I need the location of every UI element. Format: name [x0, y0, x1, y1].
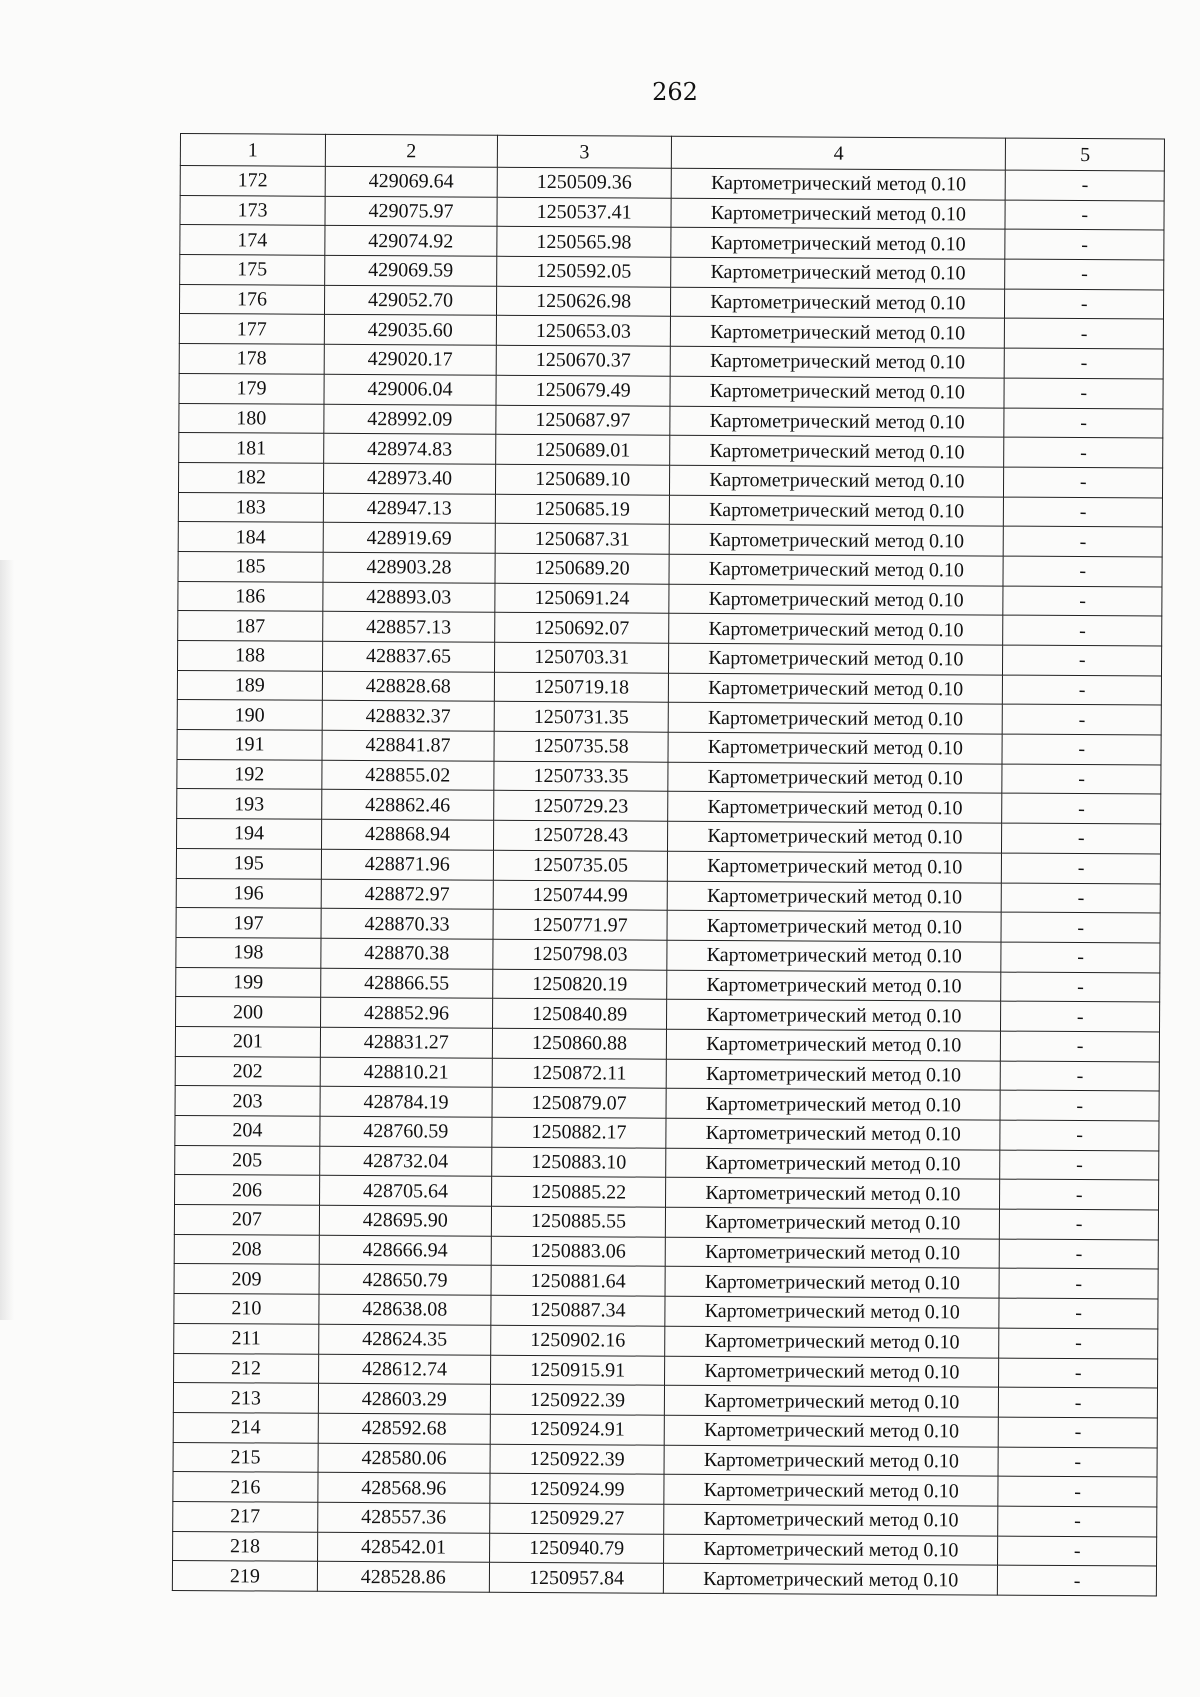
method-cell: Картометрический метод 0.10	[670, 435, 1004, 467]
point-number-cell: 181	[179, 433, 324, 463]
table-body	[172, 166, 1164, 1596]
point-number-cell: 188	[177, 640, 322, 670]
method-cell: Картометрический метод 0.10	[664, 1415, 998, 1447]
note-cell: -	[1004, 408, 1163, 439]
method-cell: Картометрический метод 0.10	[664, 1445, 998, 1477]
note-cell: -	[999, 1328, 1158, 1359]
method-cell: Картометрический метод 0.10	[669, 495, 1003, 527]
note-cell: -	[998, 1476, 1157, 1507]
x-coordinate-cell: 428831.27	[320, 1027, 492, 1058]
point-number-cell: 173	[180, 195, 325, 225]
method-cell: Картометрический метод 0.10	[665, 1237, 999, 1269]
note-cell: -	[1003, 675, 1162, 706]
y-coordinate-cell: 1250679.49	[496, 375, 670, 406]
x-coordinate-cell: 428695.90	[319, 1205, 491, 1236]
x-coordinate-cell: 429052.70	[324, 285, 496, 316]
y-coordinate-cell: 1250881.64	[491, 1266, 665, 1297]
y-coordinate-cell: 1250885.22	[491, 1177, 665, 1208]
note-cell: -	[1002, 794, 1161, 825]
point-number-cell: 205	[175, 1145, 320, 1175]
point-number-cell: 198	[176, 937, 321, 967]
point-number-cell: 200	[176, 997, 321, 1027]
method-cell: Картометрический метод 0.10	[667, 940, 1001, 972]
method-cell: Картометрический метод 0.10	[668, 821, 1002, 853]
point-number-cell: 195	[176, 848, 321, 878]
method-cell: Картометрический метод 0.10	[667, 999, 1001, 1031]
method-cell: Картометрический метод 0.10	[669, 614, 1003, 646]
note-cell: -	[1005, 319, 1164, 350]
note-cell: -	[1000, 1179, 1159, 1210]
x-coordinate-cell: 428903.28	[323, 552, 495, 583]
column-header-5: 5	[1006, 138, 1165, 171]
x-coordinate-cell: 428666.94	[319, 1235, 491, 1266]
x-coordinate-cell: 428732.04	[320, 1146, 492, 1177]
y-coordinate-cell: 1250872.11	[492, 1058, 666, 1089]
note-cell: -	[1000, 1120, 1159, 1151]
note-cell: -	[1005, 229, 1164, 260]
x-coordinate-cell: 429075.97	[325, 196, 497, 227]
note-cell: -	[999, 1417, 1158, 1448]
point-number-cell: 197	[176, 908, 321, 938]
method-cell: Картометрический метод 0.10	[669, 643, 1003, 675]
y-coordinate-cell: 1250879.07	[492, 1088, 666, 1119]
y-coordinate-cell: 1250509.36	[497, 167, 671, 198]
x-coordinate-cell: 428557.36	[318, 1502, 490, 1533]
x-coordinate-cell: 428862.46	[322, 790, 494, 821]
method-cell: Картометрический метод 0.10	[668, 732, 1002, 764]
x-coordinate-cell: 428568.96	[318, 1473, 490, 1504]
y-coordinate-cell: 1250924.91	[490, 1414, 664, 1445]
x-coordinate-cell: 428650.79	[319, 1265, 491, 1296]
x-coordinate-cell: 428841.87	[322, 730, 494, 761]
x-coordinate-cell: 428919.69	[323, 523, 495, 554]
point-number-cell: 177	[179, 314, 324, 344]
point-number-cell: 186	[178, 581, 323, 611]
x-coordinate-cell: 428870.33	[321, 908, 493, 939]
method-cell: Картометрический метод 0.10	[668, 762, 1002, 794]
point-number-cell: 209	[174, 1264, 319, 1294]
y-coordinate-cell: 1250703.31	[494, 642, 668, 673]
note-cell: -	[998, 1565, 1157, 1596]
y-coordinate-cell: 1250685.19	[495, 494, 669, 525]
y-coordinate-cell: 1250924.99	[490, 1474, 664, 1505]
x-coordinate-cell: 428973.40	[323, 463, 495, 494]
point-number-cell: 194	[177, 819, 322, 849]
y-coordinate-cell: 1250883.06	[491, 1236, 665, 1267]
method-cell: Картометрический метод 0.10	[670, 346, 1004, 378]
method-cell: Картометрический метод 0.10	[667, 1029, 1001, 1061]
point-number-cell: 175	[180, 255, 325, 285]
note-cell: -	[1001, 1061, 1160, 1092]
y-coordinate-cell: 1250860.88	[492, 1028, 666, 1059]
note-cell: -	[999, 1387, 1158, 1418]
point-number-cell: 201	[175, 1026, 320, 1056]
y-coordinate-cell: 1250771.97	[493, 909, 667, 940]
method-cell: Картометрический метод 0.10	[671, 228, 1005, 260]
note-cell: -	[1000, 1209, 1159, 1240]
point-number-cell: 217	[173, 1501, 318, 1531]
y-coordinate-cell: 1250820.19	[493, 969, 667, 1000]
method-cell: Картометрический метод 0.10	[664, 1564, 998, 1596]
x-coordinate-cell: 428837.65	[322, 641, 494, 672]
method-cell: Картометрический метод 0.10	[667, 970, 1001, 1002]
y-coordinate-cell: 1250537.41	[497, 197, 671, 228]
method-cell: Картометрический метод 0.10	[668, 703, 1002, 735]
y-coordinate-cell: 1250731.35	[494, 702, 668, 733]
x-coordinate-cell: 428810.21	[320, 1057, 492, 1088]
x-coordinate-cell: 428760.59	[320, 1116, 492, 1147]
x-coordinate-cell: 429069.64	[325, 166, 497, 197]
point-number-cell: 203	[175, 1086, 320, 1116]
note-cell: -	[998, 1536, 1157, 1567]
y-coordinate-cell: 1250840.89	[492, 999, 666, 1030]
x-coordinate-cell: 428612.74	[318, 1354, 490, 1385]
note-cell: -	[1003, 645, 1162, 676]
point-number-cell: 215	[173, 1442, 318, 1472]
y-coordinate-cell: 1250885.55	[491, 1206, 665, 1237]
x-coordinate-cell: 428528.86	[317, 1562, 489, 1593]
note-cell: -	[1002, 853, 1161, 884]
x-coordinate-cell: 428852.96	[320, 998, 492, 1029]
method-cell: Картометрический метод 0.10	[667, 910, 1001, 942]
method-cell: Картометрический метод 0.10	[666, 1089, 1000, 1121]
y-coordinate-cell: 1250929.27	[490, 1503, 664, 1534]
note-cell: -	[1004, 497, 1163, 528]
point-number-cell: 190	[177, 700, 322, 730]
note-cell: -	[1001, 912, 1160, 943]
point-number-cell: 179	[179, 373, 324, 403]
point-number-cell: 180	[179, 403, 324, 433]
note-cell: -	[1000, 1150, 1159, 1181]
y-coordinate-cell: 1250882.17	[492, 1117, 666, 1148]
x-coordinate-cell: 428828.68	[322, 671, 494, 702]
note-cell: -	[1003, 556, 1162, 587]
point-number-cell: 187	[178, 611, 323, 641]
note-cell: -	[1003, 615, 1162, 646]
method-cell: Картометрический метод 0.10	[665, 1267, 999, 1299]
y-coordinate-cell: 1250689.10	[495, 464, 669, 495]
note-cell: -	[1001, 1031, 1160, 1062]
note-cell: -	[1005, 200, 1164, 231]
y-coordinate-cell: 1250691.24	[495, 583, 669, 614]
method-cell: Картометрический метод 0.10	[667, 881, 1001, 913]
method-cell: Картометрический метод 0.10	[669, 524, 1003, 556]
y-coordinate-cell: 1250887.34	[491, 1295, 665, 1326]
note-cell: -	[1000, 1239, 1159, 1270]
y-coordinate-cell: 1250592.05	[497, 256, 671, 287]
method-cell: Картометрический метод 0.10	[665, 1356, 999, 1388]
scan-edge-shadow	[0, 560, 14, 1320]
column-header-1: 1	[180, 134, 325, 167]
x-coordinate-cell: 429035.60	[324, 315, 496, 346]
note-cell: -	[1002, 823, 1161, 854]
x-coordinate-cell: 428580.06	[318, 1443, 490, 1474]
x-coordinate-cell: 428832.37	[322, 701, 494, 732]
x-coordinate-cell: 428872.97	[321, 879, 493, 910]
y-coordinate-cell: 1250689.01	[496, 434, 670, 465]
x-coordinate-cell: 429074.92	[325, 226, 497, 257]
point-number-cell: 183	[178, 492, 323, 522]
x-coordinate-cell: 428705.64	[319, 1176, 491, 1207]
note-cell: -	[1004, 378, 1163, 409]
x-coordinate-cell: 428866.55	[321, 968, 493, 999]
method-cell: Картометрический метод 0.10	[664, 1504, 998, 1536]
x-coordinate-cell: 428992.09	[324, 404, 496, 435]
note-cell: -	[1005, 348, 1164, 379]
method-cell: Картометрический метод 0.10	[666, 1207, 1000, 1239]
y-coordinate-cell: 1250719.18	[494, 672, 668, 703]
column-header-2: 2	[325, 134, 497, 167]
point-number-cell: 189	[177, 670, 322, 700]
note-cell: -	[1005, 259, 1164, 290]
table-row	[172, 1561, 1156, 1596]
method-cell: Картометрический метод 0.10	[664, 1474, 998, 1506]
x-coordinate-cell: 428974.83	[324, 433, 496, 464]
point-number-cell: 192	[177, 759, 322, 789]
x-coordinate-cell: 428870.38	[321, 938, 493, 969]
point-number-cell: 219	[172, 1561, 317, 1591]
x-coordinate-cell: 428592.68	[318, 1413, 490, 1444]
method-cell: Картометрический метод 0.10	[666, 1148, 1000, 1180]
y-coordinate-cell: 1250922.39	[490, 1444, 664, 1475]
note-cell: -	[998, 1506, 1157, 1537]
method-cell: Картометрический метод 0.10	[670, 317, 1004, 349]
note-cell: -	[1004, 437, 1163, 468]
point-number-cell: 210	[174, 1294, 319, 1324]
method-cell: Картометрический метод 0.10	[666, 1178, 1000, 1210]
x-coordinate-cell: 428638.08	[319, 1294, 491, 1325]
point-number-cell: 218	[173, 1531, 318, 1561]
method-cell: Картометрический метод 0.10	[671, 168, 1005, 200]
point-number-cell: 172	[180, 166, 325, 196]
note-cell: -	[1001, 1001, 1160, 1032]
point-number-cell: 212	[174, 1353, 319, 1383]
x-coordinate-cell: 428947.13	[323, 493, 495, 524]
y-coordinate-cell: 1250692.07	[495, 613, 669, 644]
y-coordinate-cell: 1250670.37	[496, 345, 670, 376]
point-number-cell: 216	[173, 1472, 318, 1502]
point-number-cell: 206	[175, 1175, 320, 1205]
y-coordinate-cell: 1250653.03	[496, 316, 670, 347]
method-cell: Картометрический метод 0.10	[669, 584, 1003, 616]
method-cell: Картометрический метод 0.10	[671, 257, 1005, 289]
y-coordinate-cell: 1250689.20	[495, 553, 669, 584]
x-coordinate-cell: 428855.02	[322, 760, 494, 791]
x-coordinate-cell: 428868.94	[321, 819, 493, 850]
note-cell: -	[1001, 972, 1160, 1003]
note-cell: -	[998, 1447, 1157, 1478]
y-coordinate-cell: 1250735.58	[494, 731, 668, 762]
x-coordinate-cell: 428871.96	[321, 849, 493, 880]
x-coordinate-cell: 428603.29	[318, 1383, 490, 1414]
point-number-cell: 208	[174, 1234, 319, 1264]
point-number-cell: 176	[179, 284, 324, 314]
x-coordinate-cell: 428893.03	[323, 582, 495, 613]
point-number-cell: 214	[173, 1412, 318, 1442]
x-coordinate-cell: 429069.59	[324, 255, 496, 286]
note-cell: -	[1004, 526, 1163, 557]
y-coordinate-cell: 1250940.79	[489, 1533, 663, 1564]
y-coordinate-cell: 1250744.99	[493, 880, 667, 911]
y-coordinate-cell: 1250687.97	[496, 405, 670, 436]
method-cell: Картометрический метод 0.10	[668, 673, 1002, 705]
y-coordinate-cell: 1250733.35	[494, 761, 668, 792]
point-number-cell: 211	[174, 1323, 319, 1353]
note-cell: -	[1002, 883, 1161, 914]
x-coordinate-cell: 429006.04	[324, 374, 496, 405]
page-number: 262	[652, 78, 698, 106]
method-cell: Картометрический метод 0.10	[664, 1534, 998, 1566]
point-number-cell: 191	[177, 730, 322, 760]
note-cell: -	[1002, 734, 1161, 765]
note-cell: -	[1000, 1090, 1159, 1121]
method-cell: Картометрический метод 0.10	[666, 1059, 1000, 1091]
y-coordinate-cell: 1250957.84	[489, 1563, 663, 1594]
note-cell: -	[1003, 704, 1162, 735]
x-coordinate-cell: 428784.19	[320, 1087, 492, 1118]
x-coordinate-cell: 428857.13	[323, 612, 495, 643]
point-number-cell: 199	[176, 967, 321, 997]
method-cell: Картометрический метод 0.10	[671, 198, 1005, 230]
method-cell: Картометрический метод 0.10	[670, 465, 1004, 497]
point-number-cell: 196	[176, 878, 321, 908]
method-cell: Картометрический метод 0.10	[671, 287, 1005, 319]
point-number-cell: 193	[177, 789, 322, 819]
y-coordinate-cell: 1250626.98	[496, 286, 670, 317]
point-number-cell: 184	[178, 522, 323, 552]
column-header-4: 4	[671, 136, 1005, 170]
point-number-cell: 213	[173, 1383, 318, 1413]
note-cell: -	[1002, 764, 1161, 795]
y-coordinate-cell: 1250922.39	[490, 1384, 664, 1415]
note-cell: -	[999, 1269, 1158, 1300]
y-coordinate-cell: 1250883.10	[492, 1147, 666, 1178]
note-cell: -	[1006, 170, 1165, 201]
method-cell: Картометрический метод 0.10	[670, 406, 1004, 438]
note-cell: -	[1004, 467, 1163, 498]
note-cell: -	[999, 1298, 1158, 1329]
point-number-cell: 185	[178, 551, 323, 581]
note-cell: -	[1001, 942, 1160, 973]
x-coordinate-cell: 429020.17	[324, 344, 496, 375]
coordinates-table	[172, 133, 1165, 1596]
note-cell: -	[1005, 289, 1164, 320]
y-coordinate-cell: 1250565.98	[497, 227, 671, 258]
y-coordinate-cell: 1250687.31	[495, 524, 669, 555]
column-header-3: 3	[497, 135, 671, 168]
method-cell: Картометрический метод 0.10	[665, 1296, 999, 1328]
note-cell: -	[1003, 586, 1162, 617]
point-number-cell: 174	[180, 225, 325, 255]
y-coordinate-cell: 1250902.16	[491, 1325, 665, 1356]
y-coordinate-cell: 1250729.23	[494, 791, 668, 822]
method-cell: Картометрический метод 0.10	[665, 1326, 999, 1358]
point-number-cell: 182	[178, 462, 323, 492]
y-coordinate-cell: 1250798.03	[493, 939, 667, 970]
method-cell: Картометрический метод 0.10	[668, 851, 1002, 883]
y-coordinate-cell: 1250728.43	[493, 820, 667, 851]
y-coordinate-cell: 1250915.91	[490, 1355, 664, 1386]
method-cell: Картометрический метод 0.10	[666, 1118, 1000, 1150]
y-coordinate-cell: 1250735.05	[493, 850, 667, 881]
note-cell: -	[999, 1358, 1158, 1389]
point-number-cell: 202	[175, 1056, 320, 1086]
x-coordinate-cell: 428624.35	[319, 1324, 491, 1355]
method-cell: Картометрический метод 0.10	[665, 1385, 999, 1417]
point-number-cell: 178	[179, 344, 324, 374]
method-cell: Картометрический метод 0.10	[669, 554, 1003, 586]
x-coordinate-cell: 428542.01	[317, 1532, 489, 1563]
point-number-cell: 204	[175, 1115, 320, 1145]
method-cell: Картометрический метод 0.10	[668, 792, 1002, 824]
method-cell: Картометрический метод 0.10	[670, 376, 1004, 408]
point-number-cell: 207	[174, 1205, 319, 1235]
